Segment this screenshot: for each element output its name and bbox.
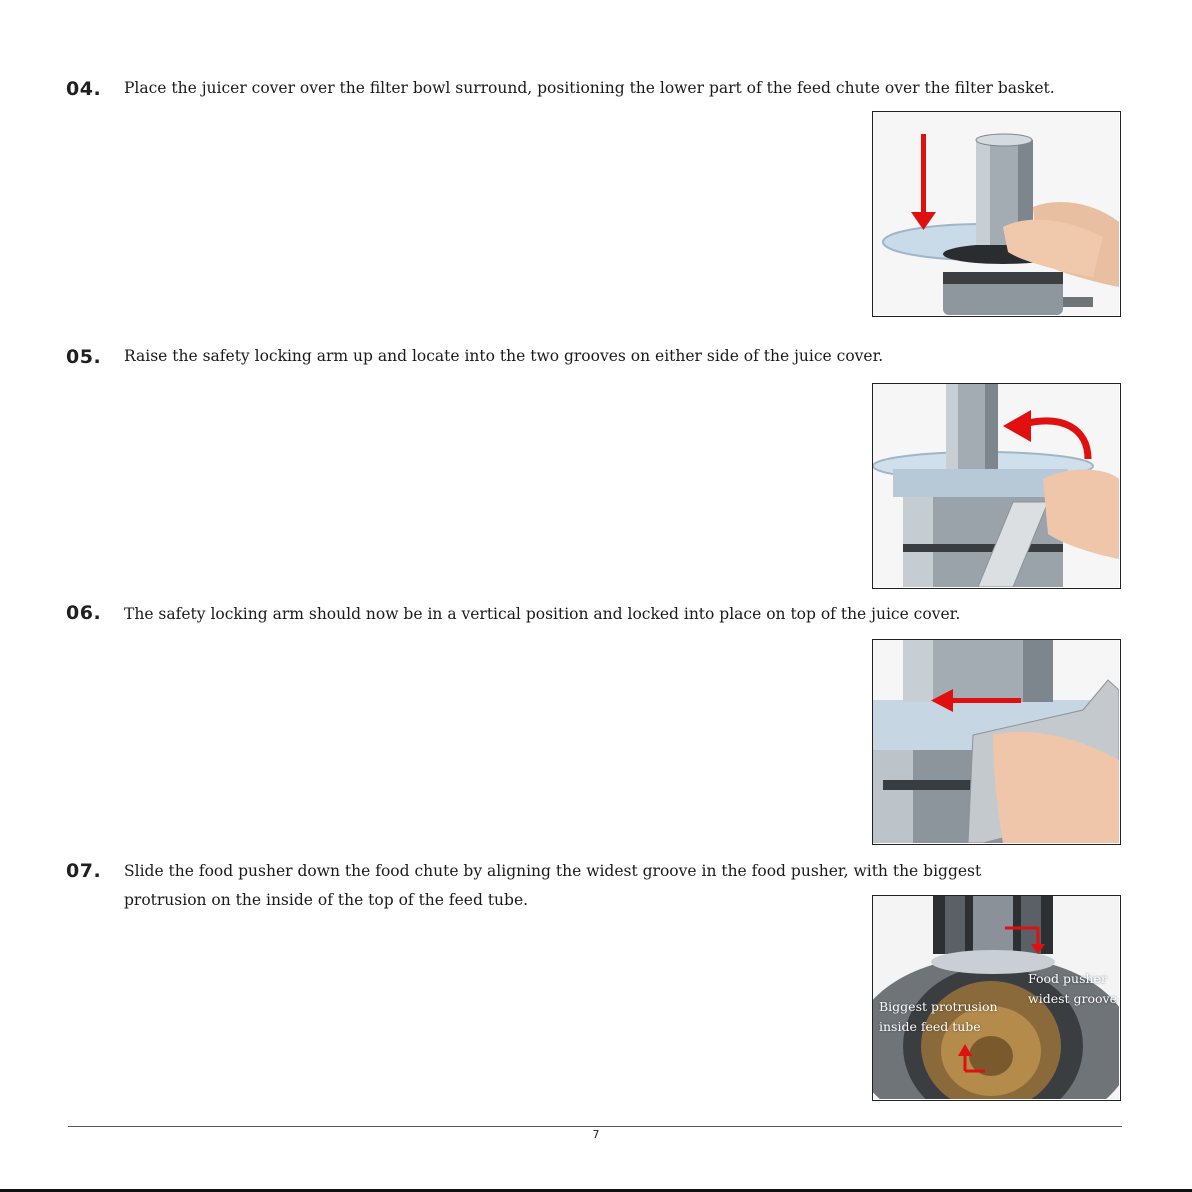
step-text-04: Place the juicer cover over the filter bowl surround, positioning the lower part of the feed chute over the filter basket. [124,79,1055,97]
step-text-07-line-2: protrusion on the inside of the top of the feed tube. [124,891,529,909]
step-number-07: 07. [66,860,102,882]
caption-groove-line-1: Food pusher [1028,971,1107,986]
caption-biggest-protrusion [879,997,998,1037]
juicer-cover-photo [872,111,1121,317]
locking-arm-raise-photo [872,383,1121,589]
step-text-05: Raise the safety locking arm up and locate into the two grooves on either side of the juice cover. [124,347,884,365]
footer-divider [68,1126,1122,1127]
step-number-05: 05. [66,346,102,368]
step-number-06: 06. [66,602,102,624]
caption-protrusion-line-2: inside feed tube [879,1019,981,1034]
caption-groove-line-2: widest groove [1028,991,1117,1006]
step-text-07-line-1: Slide the food pusher down the food chute by aligning the widest groove in the food pusher, with the biggest [124,862,982,880]
food-pusher-photo [872,895,1121,1101]
page-number: 7 [592,1128,600,1141]
step-text-06: The safety locking arm should now be in a vertical position and locked into place on top of the juice cover. [124,605,961,623]
locking-arm-locked-photo [872,639,1121,845]
caption-protrusion-line-1: Biggest protrusion [879,999,998,1014]
caption-food-pusher-groove [1028,969,1117,1009]
step-number-04: 04. [66,78,102,100]
